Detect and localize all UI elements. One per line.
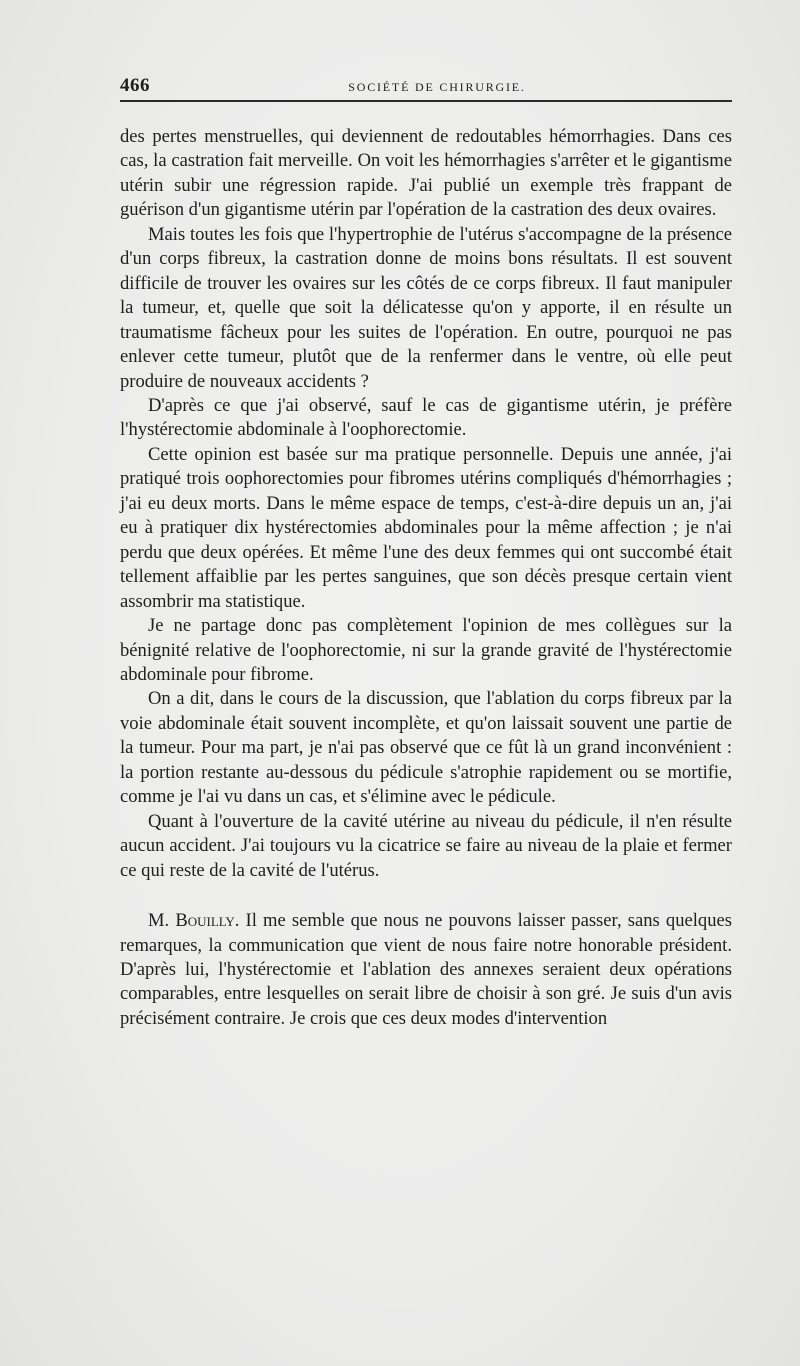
running-title: SOCIÉTÉ DE CHIRURGIE.	[348, 80, 526, 94]
header-rule	[120, 100, 732, 102]
paragraph-4: Cette opinion est basée sur ma pratique personnelle. Depuis une année, j'ai pratiqué trois oophorectomies pour fibromes utérins compliqués d'hémorrhagies ; j'ai eu deux morts. Dans le même espace de temps, c'est-à-dire depuis un an, j'ai eu à pratiquer dix hystérectomies abdominales pour la même affection ; je n'ai perdu que deux opérées. Et même l'une des deux femmes qui ont succombé était tellement affaiblie par les pertes sanguines, que son décès presque certain vient assombrir ma statistique.	[120, 443, 732, 612]
paragraph-bouilly	[120, 909, 732, 1031]
speaker-prefix: M.	[148, 910, 176, 932]
paragraph-6: On a dit, dans le cours de la discussion, que l'ablation du corps fibreux par la voie abdominale était souvent incomplète, et qu'on laissait souvent une partie de la tumeur. Pour ma part, je n'ai pas observé que ce fût là un grand inconvénient : la portion restante au-dessous du pédicule s'atrophie rapidement ou se mortifie, comme je l'ai vu dans un cas, et s'élimine avec le pédicule.	[120, 688, 732, 808]
page-number: 466	[120, 75, 150, 96]
body-text	[120, 125, 732, 1031]
speaker-name: Bouilly	[175, 910, 235, 932]
paragraph-3: D'après ce que j'ai observé, sauf le cas de gigantisme utérin, je préfère l'hystérectomie abdominale à l'oophorectomie.	[120, 394, 732, 441]
running-head	[120, 70, 732, 100]
paragraph-2: Mais toutes les fois que l'hypertrophie de l'utérus s'accompagne de la présence d'un corps fibreux, la castration donne de moins bons résultats. Il est souvent difficile de trouver les ovaires sur les côtés de ce corps fibreux. Il faut manipuler la tumeur, et, quelle que soit la délicatesse qu'on y apporte, il en résulte un traumatisme fâcheux pour les suites de l'opération. En outre, pourquoi ne pas enlever cette tumeur, plutôt que de la renfermer dans le ventre, où elle peut produire de nouveaux accidents ?	[120, 223, 732, 392]
paragraph-1: des pertes menstruelles, qui deviennent de redoutables hémorrhagies. Dans ces cas, la castration fait merveille. On voit les hémorrhagies s'arrêter et le gigantisme utérin subir une régression rapide. J'ai publié un exemple très frappant de guérison d'un gigantisme utérin par l'opération de la castration des deux ovaires.	[120, 126, 732, 221]
speaker-text: . Il me semble que nous ne pouvons laisser passer, sans quelques remarques, la communication que vient de nous faire notre honorable président. D'après lui, l'hystérectomie et l'ablation des annexes seraient deux opérations comparables, entre lesquelles on serait libre de choisir à son gré. Je suis d'un avis précisément contraire. Je crois que ces deux modes d'intervention	[120, 910, 732, 1029]
paragraph-7: Quant à l'ouverture de la cavité utérine au niveau du pédicule, il n'en résulte aucun accident. J'ai toujours vu la cicatrice se faire au niveau de la plaie et fermer ce qui reste de la cavité de l'utérus.	[120, 810, 732, 881]
paragraph-5: Je ne partage donc pas complètement l'opinion de mes collègues sur la bénignité relative de l'oophorectomie, ni sur la grande gravité de l'hystérectomie abdominale pour fibrome.	[120, 615, 732, 685]
